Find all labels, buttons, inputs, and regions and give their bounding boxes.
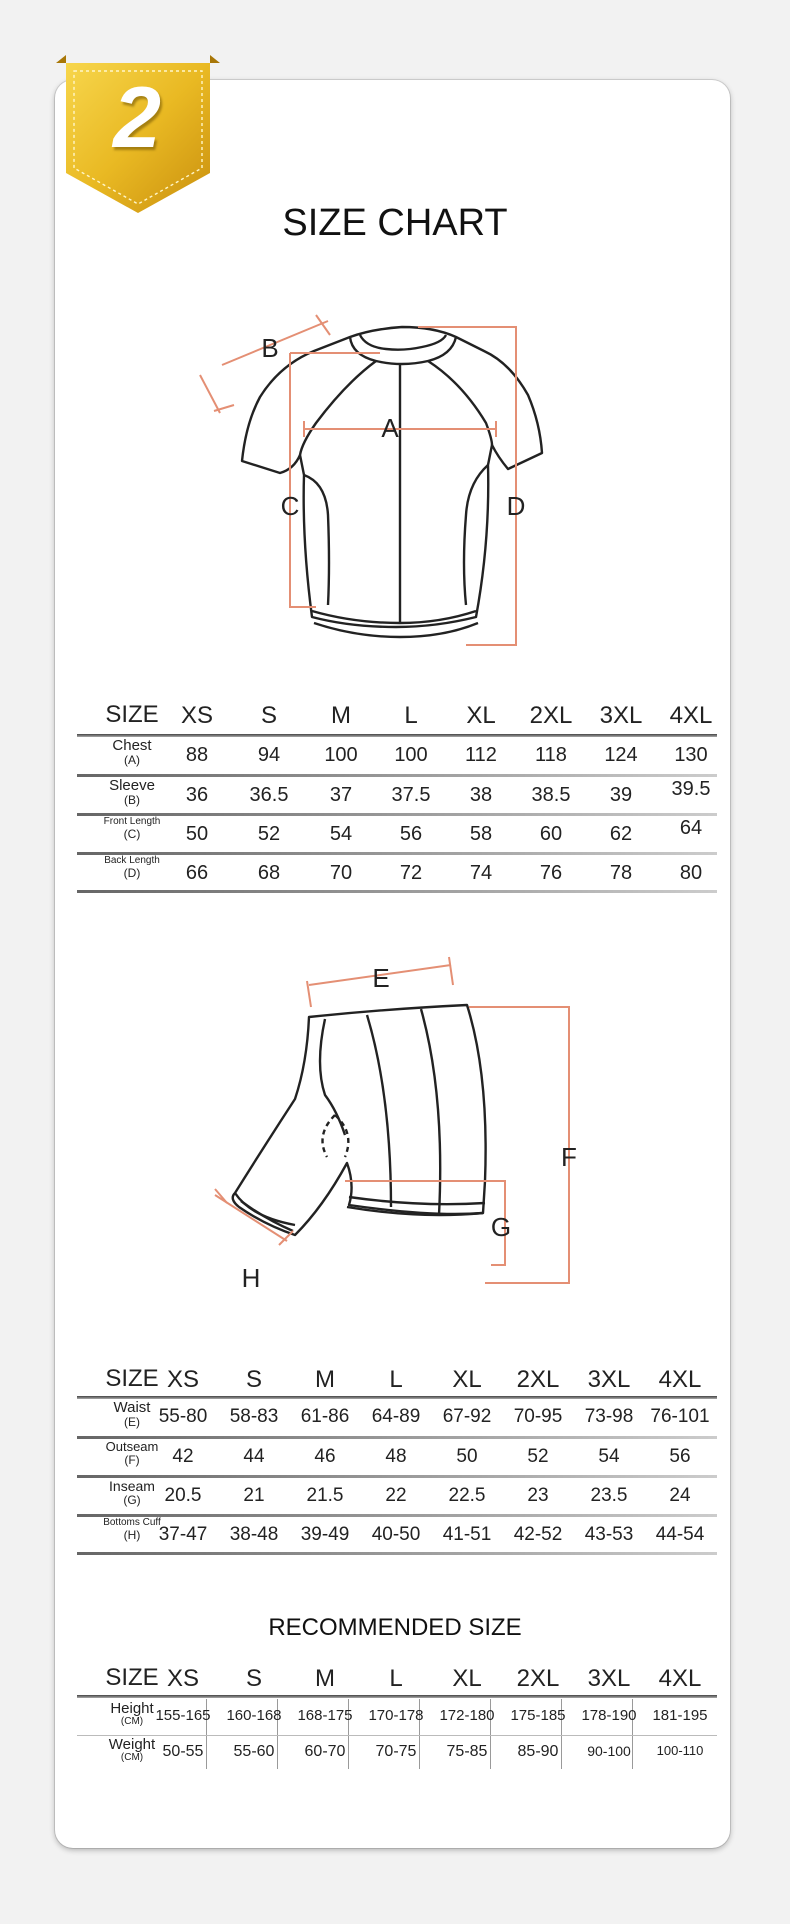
- page-title: SIZE CHART: [282, 202, 508, 244]
- table-cell: 74: [469, 862, 493, 884]
- table-cell: 76: [539, 862, 563, 884]
- size-label: L: [389, 1665, 403, 1692]
- size-label: 2XL: [529, 702, 573, 729]
- table-cell: 39: [609, 784, 633, 806]
- table-cell: 38-48: [229, 1524, 279, 1545]
- size-label: M: [315, 1366, 335, 1393]
- size-label: M: [315, 1665, 335, 1692]
- row-label: Inseam: [109, 1478, 155, 1494]
- table-cell: 38.5: [531, 784, 571, 806]
- table-row: [77, 1400, 717, 1434]
- table-cell: 50: [185, 823, 209, 845]
- table-cell: 58-83: [229, 1406, 279, 1427]
- row-code: (A): [124, 752, 140, 767]
- table-cell: 24: [669, 1485, 691, 1506]
- table-row: [77, 856, 717, 890]
- size-label: 2XL: [516, 1665, 560, 1692]
- table-cell: 64: [679, 817, 703, 839]
- table-cell: 36.5: [249, 784, 289, 806]
- table-row: [77, 1737, 717, 1771]
- table-cell: 112: [465, 744, 497, 766]
- size-label: 4XL: [658, 1665, 702, 1692]
- table-rule: [77, 734, 717, 737]
- size-header: SIZE: [105, 1664, 159, 1691]
- row-code: (CM): [120, 1715, 144, 1727]
- table-cell: 85-90: [517, 1743, 559, 1760]
- table-cell: 58: [469, 823, 493, 845]
- table-cell: 21: [243, 1485, 265, 1506]
- table-cell: 62: [609, 823, 633, 845]
- table-rule: [77, 1514, 717, 1517]
- table-rule: [77, 813, 717, 816]
- shorts-label-h: H: [241, 1263, 261, 1293]
- table-row: [77, 817, 717, 851]
- table-row: [77, 1479, 717, 1513]
- table-cell: 160-168: [226, 1707, 282, 1724]
- table-row: [77, 778, 717, 812]
- table-cell: 68: [257, 862, 281, 884]
- jersey-size-table: [77, 701, 717, 884]
- table-cell: 66: [185, 862, 209, 884]
- recommended-table-header: [77, 1665, 717, 1695]
- table-row: [77, 1440, 717, 1474]
- table-cell: 100: [324, 744, 358, 766]
- row-label: Bottoms Cuff: [103, 1517, 161, 1528]
- table-cell: 37: [329, 784, 353, 806]
- table-cell: 70-75: [375, 1743, 417, 1760]
- row-code: (H): [123, 1527, 141, 1542]
- table-cell: 22.5: [448, 1485, 486, 1506]
- size-label: XS: [166, 1366, 199, 1393]
- jersey-label-b: B: [261, 333, 279, 363]
- table-cell: 52: [527, 1446, 549, 1467]
- size-label: L: [389, 1366, 403, 1393]
- table-cell: 42: [172, 1446, 194, 1467]
- table-cell: 56: [669, 1446, 691, 1467]
- shorts-size-table: [77, 1365, 717, 1545]
- table-cell: 44-54: [655, 1524, 705, 1545]
- size-label: 3XL: [587, 1366, 631, 1393]
- shorts-label-f: F: [561, 1142, 577, 1172]
- table-rule: [77, 852, 717, 855]
- table-cell: 170-178: [368, 1707, 424, 1724]
- row-code: (E): [124, 1414, 140, 1429]
- jersey-label-d: D: [506, 491, 526, 521]
- table-cell: 52: [257, 823, 281, 845]
- table-cell: 39-49: [300, 1524, 350, 1545]
- jersey-label-a: A: [381, 413, 399, 443]
- shorts-table-header: [77, 1366, 717, 1396]
- table-cell: 181-195: [652, 1707, 708, 1724]
- table-rule: [77, 1475, 717, 1478]
- size-label: XL: [452, 1366, 482, 1393]
- size-label: S: [245, 1366, 262, 1393]
- table-row: [77, 1701, 717, 1735]
- table-cell: 124: [604, 744, 638, 766]
- shorts-label-g: G: [490, 1212, 512, 1242]
- table-cell: 36: [185, 784, 209, 806]
- table-cell: 60: [539, 823, 563, 845]
- size-label: 4XL: [658, 1366, 702, 1393]
- table-rule: [77, 1396, 717, 1399]
- table-cell: 46: [314, 1446, 336, 1467]
- table-rule: [77, 1436, 717, 1439]
- size-label: M: [331, 702, 351, 729]
- jersey-table-header: [77, 702, 717, 734]
- table-cell: 48: [385, 1446, 407, 1467]
- size-label: 3XL: [599, 702, 643, 729]
- table-cell: 40-50: [371, 1524, 421, 1545]
- table-cell: 168-175: [297, 1707, 353, 1724]
- table-cell: 38: [469, 784, 493, 806]
- table-cell: 155-165: [155, 1707, 211, 1724]
- table-cell: 44: [243, 1446, 265, 1467]
- table-cell: 37.5: [391, 784, 431, 806]
- row-label: Back Length: [104, 855, 160, 866]
- table-cell: 80: [679, 862, 703, 884]
- table-cell: 70: [329, 862, 353, 884]
- table-rule: [77, 774, 717, 777]
- size-label: S: [245, 1665, 262, 1692]
- row-label: Weight: [108, 1736, 156, 1753]
- table-row: [77, 1518, 717, 1552]
- table-cell: 50-55: [162, 1743, 204, 1760]
- table-cell: 178-190: [581, 1707, 637, 1724]
- table-cell: 78: [609, 862, 633, 884]
- table-cell: 75-85: [446, 1743, 488, 1760]
- size-label: XL: [466, 702, 496, 729]
- table-cell: 172-180: [439, 1707, 495, 1724]
- recommended-title: RECOMMENDED SIZE: [268, 1614, 522, 1641]
- table-cell: 55-80: [158, 1406, 208, 1427]
- table-cell: 73-98: [584, 1406, 634, 1427]
- table-cell: 130: [674, 744, 708, 766]
- table-cell: 22: [385, 1485, 407, 1506]
- badge-number: 2: [113, 70, 161, 166]
- size-label: XS: [180, 702, 213, 729]
- size-label: S: [260, 702, 277, 729]
- row-label: Height: [110, 1700, 154, 1717]
- row-code: (B): [124, 792, 140, 807]
- table-rule: [77, 1552, 717, 1555]
- size-label: 4XL: [669, 702, 713, 729]
- size-header: SIZE: [105, 701, 159, 728]
- row-code: (G): [123, 1492, 141, 1507]
- size-label: XL: [452, 1665, 482, 1692]
- step-badge: [62, 55, 222, 220]
- jersey-label-c: C: [280, 491, 300, 521]
- row-label: Chest: [112, 737, 152, 754]
- table-cell: 23: [527, 1485, 549, 1506]
- row-label: Sleeve: [109, 777, 155, 794]
- shorts-label-e: E: [372, 963, 390, 993]
- table-cell: 37-47: [158, 1524, 208, 1545]
- table-cell: 20.5: [164, 1485, 202, 1506]
- shorts-diagram: [195, 945, 585, 1293]
- table-cell: 88: [185, 744, 209, 766]
- row-code: (C): [123, 826, 141, 841]
- table-row: [77, 738, 717, 772]
- table-cell: 60-70: [304, 1743, 346, 1760]
- table-cell: 42-52: [513, 1524, 563, 1545]
- table-cell: 54: [598, 1446, 620, 1467]
- table-cell: 175-185: [510, 1707, 566, 1724]
- row-label: Outseam: [105, 1439, 159, 1454]
- table-cell: 76-101: [650, 1406, 710, 1427]
- table-cell: 54: [329, 823, 353, 845]
- size-label: L: [404, 702, 418, 729]
- table-cell: 50: [456, 1446, 478, 1467]
- jersey-diagram: [190, 305, 600, 655]
- table-cell: 100: [394, 744, 428, 766]
- table-cell: 64-89: [371, 1406, 421, 1427]
- table-cell: 23.5: [590, 1485, 628, 1506]
- row-code: (CM): [120, 1751, 144, 1763]
- row-code: (D): [123, 865, 141, 880]
- table-cell: 94: [257, 744, 281, 766]
- table-cell: 118: [535, 744, 567, 766]
- size-label: 3XL: [587, 1665, 631, 1692]
- row-code: (F): [124, 1452, 140, 1467]
- table-cell: 72: [399, 862, 423, 884]
- table-cell: 21.5: [306, 1485, 344, 1506]
- table-cell: 70-95: [513, 1406, 563, 1427]
- table-rule: [77, 890, 717, 893]
- table-cell: 41-51: [442, 1524, 492, 1545]
- table-cell: 43-53: [584, 1524, 634, 1545]
- table-cell: 39.5: [671, 778, 711, 800]
- table-rule: [77, 1735, 717, 1736]
- table-cell: 90-100: [587, 1743, 631, 1759]
- size-label: 2XL: [516, 1366, 560, 1393]
- row-label: Waist: [113, 1399, 151, 1416]
- table-cell: 61-86: [300, 1406, 350, 1427]
- table-cell: 55-60: [233, 1743, 275, 1760]
- table-cell: 100-110: [656, 1743, 704, 1758]
- size-label: XS: [166, 1665, 199, 1692]
- table-cell: 67-92: [442, 1406, 492, 1427]
- table-rule: [77, 1695, 717, 1698]
- table-cell: 56: [399, 823, 423, 845]
- size-header: SIZE: [105, 1365, 159, 1392]
- row-label: Front Length: [103, 816, 161, 827]
- recommended-size-table: [77, 1664, 717, 1763]
